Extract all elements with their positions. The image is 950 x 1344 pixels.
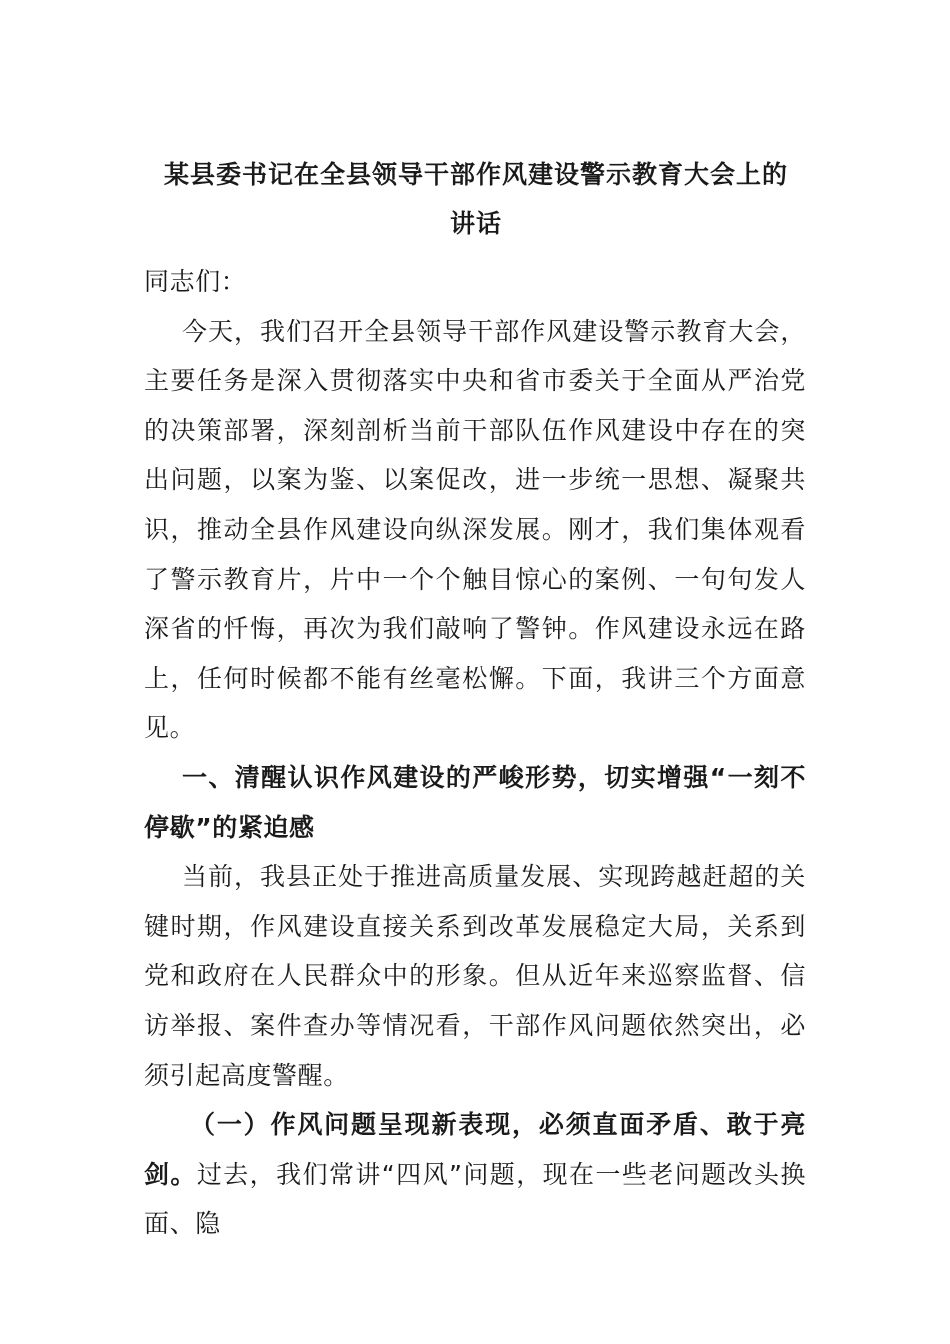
document-page bbox=[144, 150, 806, 1249]
section-1-paragraph: 当前，我县正处于推进高质量发展、实现跨越赶超的关键时期，作风建设直接关系到改革发展稳定大局，关系到党和政府在人民群众中的形象。但从近年来巡察监督、信访举报、案件查办等情况看，干部作风问题依然突出，必须引起高度警醒。 bbox=[144, 862, 806, 1090]
section-1-heading: 一、清醒认识作风建设的严峻形势，切实增强“一刻不停歇”的紧迫感 bbox=[144, 762, 806, 842]
subsection-1-paragraph bbox=[144, 1100, 806, 1249]
subsection-1-heading: （一）作风问题呈现新表现，必须直面矛盾、敢于亮剑。 bbox=[144, 1110, 806, 1189]
subsection-1-text: 过去，我们常讲“四风”问题，现在一些老问题改头换面、隐 bbox=[144, 1159, 806, 1239]
salutation: 同志们： bbox=[144, 267, 247, 296]
document-title: 某县委书记在全县领导干部作风建设警示教育大会上的讲话 bbox=[163, 160, 788, 238]
intro-paragraph: 今天，我们召开全县领导干部作风建设警示教育大会，主要任务是深入贯彻落实中央和省市委关于全面从严治党的决策部署，深刻剖析当前干部队伍作风建设中存在的突出问题，以案为鉴、以案促改，进一步统一思想、凝聚共识，推动全县作风建设向纵深发展。刚才，我们集体观看了警示教育片，片中一个个触目惊心的案例、一句句发人深省的忏悔，再次为我们敲响了警钟。作风建设永远在路上，任何时候都不能有丝毫松懈。下面，我讲三个方面意见。 bbox=[144, 316, 806, 743]
